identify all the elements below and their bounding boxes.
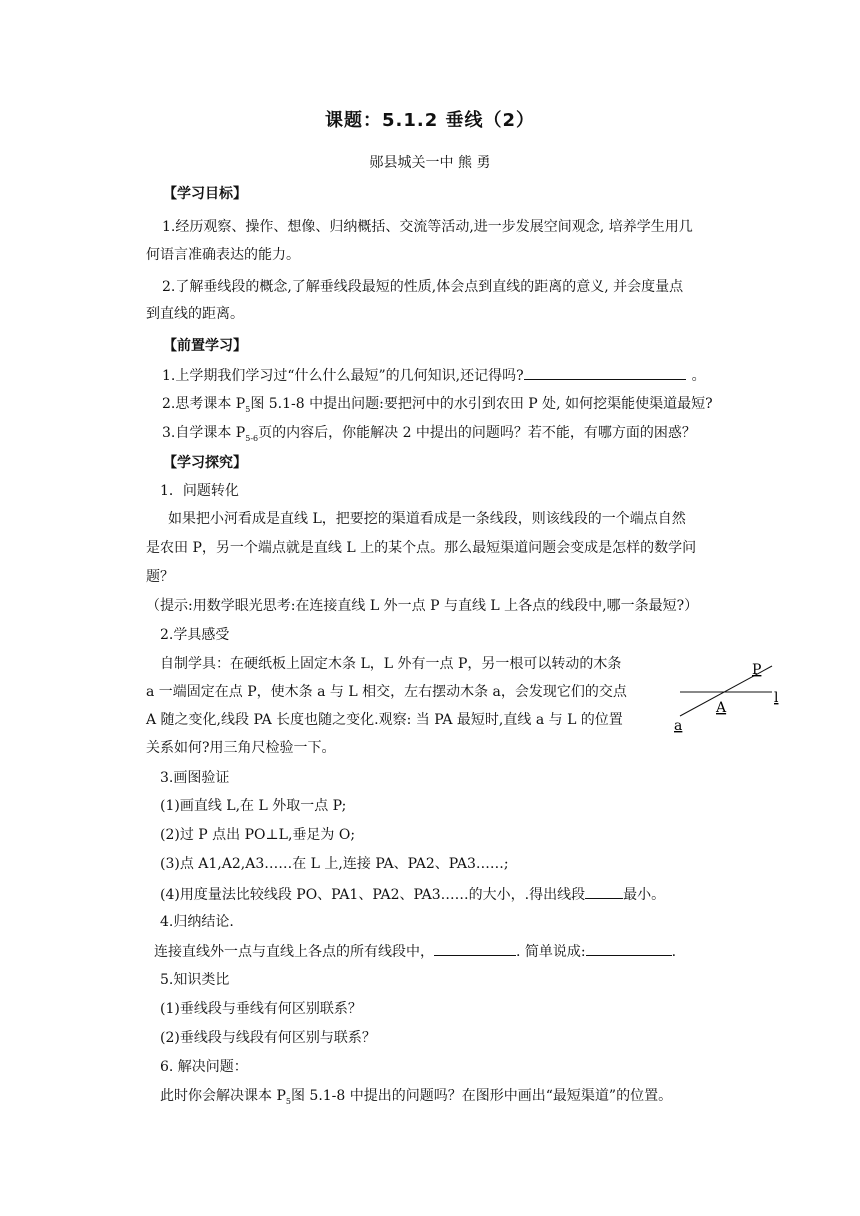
section-1-hint: （提示:用数学眼光思考:在连接直线 L 外一点 P 与直线 L 上各点的线段中,哪一条最短?） [146, 598, 699, 614]
label-l: l [774, 690, 779, 706]
prestudy-q3-text-b: 页的内容后，你能解决 2 中提出的问题吗？若不能，有哪方面的困惑？ [258, 425, 696, 441]
prestudy-q3 [162, 424, 696, 442]
objective-2-line-2: 到直线的距离。 [146, 306, 244, 322]
section-6-title: 6. 解决问题： [160, 1059, 248, 1075]
objective-2-line-1: 2.了解垂线段的概念,了解垂线段最短的性质,体会点到直线的距离的意义, 并会度量点 [162, 279, 684, 295]
section-4-text-c: . [671, 944, 677, 960]
section-4-text-b: . 简单说成: [516, 944, 586, 960]
prestudy-q2-text-a: 2.思考课本 P [162, 396, 246, 412]
answer-blank [586, 941, 672, 956]
section-6-text-a: 此时你会解决课本 P [160, 1088, 286, 1104]
section-1-para-line-2: 是农田 P，另一个端点就是直线 L 上的某个点。那么最短渠道问题会变成是怎样的数学问 [146, 540, 697, 556]
section-2-para-line-2: a 一端固定在点 P，使木条 a 与 L 相交，左右摆动木条 a，会发现它们的交点 [146, 684, 627, 700]
section-1-para-line-1: 如果把小河看成是直线 L，把要挖的渠道看成是一条线段，则该线段的一个端点自然 [168, 511, 686, 527]
answer-blank [585, 884, 623, 899]
section-4-title: 4.归纳结论. [160, 914, 234, 930]
objectives-heading: 【学习目标】 [163, 186, 247, 202]
section-2-para-line-3: A 随之变化,线段 PA 长度也随之变化.观察: 当 PA 最短时,直线 a 与 L 的位置 [146, 712, 623, 728]
section-2-title: 2.学具感受 [160, 627, 230, 643]
section-3-item-1: (1)画直线 L,在 L 外取一点 P; [160, 798, 347, 814]
section-2-para-line-4: 关系如何?用三角尺检验一下。 [146, 740, 336, 756]
label-point-a: A [716, 700, 727, 716]
prestudy-q2-text-b: 图 5.1-8 中提出问题:要把河中的水引到农田 P 处, 如何挖渠能使渠道最短? [250, 396, 713, 412]
section-5-title: 5.知识类比 [160, 972, 230, 988]
section-1-para-line-3: 题？ [146, 569, 174, 585]
section-5-item-2: (2)垂线段与线段有何区别与联系？ [160, 1030, 376, 1046]
prestudy-q3-text-a: 3.自学课本 P [162, 425, 246, 441]
page-title: 课题：5.1.2 垂线（2） [324, 110, 536, 131]
section-3-item-4 [160, 884, 665, 904]
page-subscript: 5-6 [245, 433, 259, 443]
section-3-item-3: (3)点 A1,A2,A3……在 L 上,连接 PA、PA2、PA3……; [160, 856, 509, 872]
section-3-item-2: (2)过 P 点出 PO⊥L,垂足为 O; [160, 827, 356, 843]
prestudy-q1-text: 1.上学期我们学习过“什么什么最短”的几何知识,还记得吗? [162, 368, 524, 384]
label-line-a: a [674, 718, 683, 734]
objective-1-line-2: 何语言准确表达的能力。 [146, 247, 300, 263]
prestudy-heading: 【前置学习】 [163, 338, 247, 354]
explore-heading: 【学习探究】 [163, 455, 247, 471]
page-subscript: 5 [285, 1096, 291, 1106]
line-intersection-diagram [672, 656, 792, 736]
prestudy-q1-end: 。 [691, 368, 706, 384]
prestudy-q2 [162, 395, 713, 413]
page-subscript: 5 [245, 404, 251, 414]
section-3-title: 3.画图验证 [160, 770, 230, 786]
section-6-para [160, 1087, 672, 1105]
answer-blank [524, 365, 686, 380]
section-3-item-4-text-a: (4)用度量法比较线段 PO、PA1、PA2、PA3……的大小，.得出线段 [160, 887, 586, 903]
label-p: P [752, 662, 762, 678]
section-2-para-line-1: 自制学具：在硬纸板上固定木条 L，L 外有一点 P，另一根可以转动的木条 [160, 656, 622, 672]
prestudy-q1 [162, 365, 706, 385]
section-4-text-a: 连接直线外一点与直线上各点的所有线段中， [154, 944, 434, 960]
section-6-text-b: 图 5.1-8 中提出的问题吗？在图形中画出“最短渠道”的位置。 [290, 1088, 673, 1104]
section-3-item-4-text-b: 最小。 [623, 887, 666, 903]
section-4-conclusion [154, 941, 676, 961]
objective-1-line-1: 1.经历观察、操作、想像、归纳概括、交流等活动,进一步发展空间观念, 培养学生用几 [162, 219, 693, 235]
author-line: 郧县城关一中 熊 勇 [369, 155, 491, 171]
section-1-title: 1．问题转化 [160, 483, 239, 499]
answer-blank [434, 941, 516, 956]
section-5-item-1: (1)垂线段与垂线有何区别联系？ [160, 1001, 362, 1017]
